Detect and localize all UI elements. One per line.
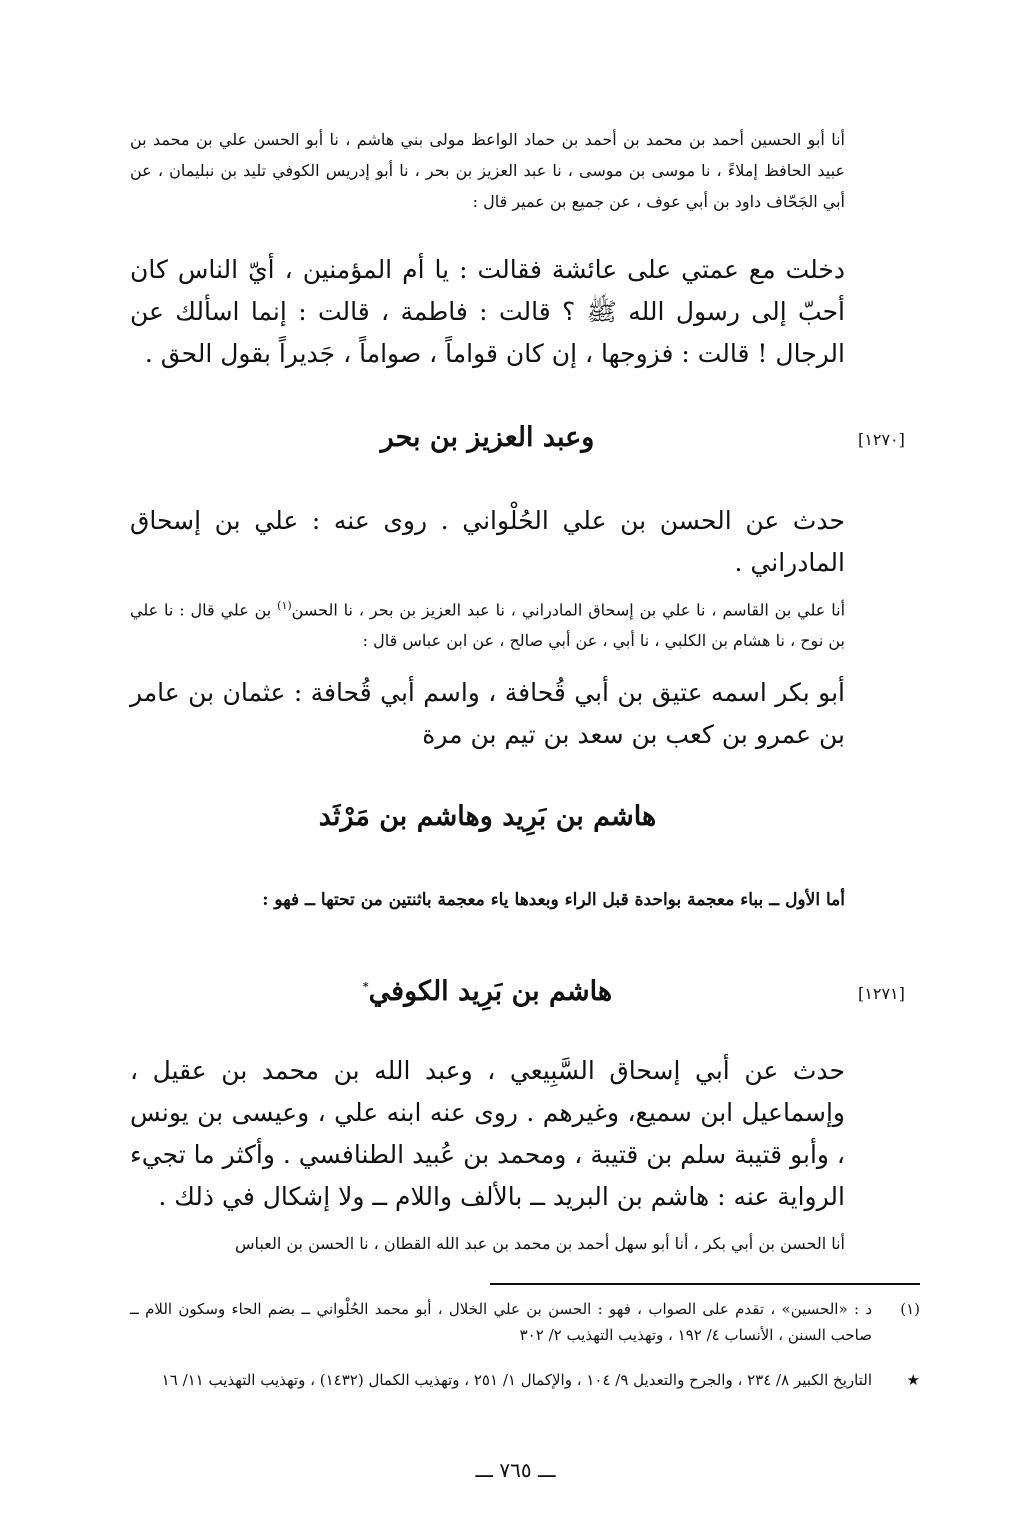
- intro-isnad: أنا أبو الحسين أحمد بن محمد بن أحمد بن حماد الواعظ مولى بني هاشم ، نا أبو الحسن علي بن محمد بن عبيد الحافظ إملاءً ، نا موسى بن موسى ، نا عبد العزيز بن بحر ، نا أبو إدريس الكوفي تليد بن نبليمان ، عن أبي الجَحّاف داود بن أبي عوف ، عن جميع بن عمير قال :: [130, 130, 845, 211]
- isnad-text-part-2: بن علي قال : نا علي بن نوح ، نا هشام بن الكلبي ، نا أبي ، عن أبي صالح ، عن ابن عباس قال :: [130, 600, 845, 651]
- footnote-text: التاريخ الكبير ٨/ ٢٣٤ ، والجرح والتعديل ٩/ ١٠٤ ، والإكمال ١/ ٢٥١ ، وتهذيب الكمال (١٤٣٢) ، وتهذيب التهذيب ١١/ ١٦: [161, 1371, 872, 1389]
- entry-title-1270: وعبد العزيز بن بحر: [380, 422, 595, 453]
- footnote-marker: (١): [900, 1300, 920, 1318]
- footnote-text: د : «الحسين» ، تقدم على الصواب ، فهو : الحسن بن علي الخلال ، أبو محمد الحُلْواني ــ بضم الحاء وسكون اللام ــ صاحب السنن ، الأنساب ٤/ ١٩٢ ، وتهذيب التهذيب ٢/ ٣٠٢: [130, 1300, 872, 1344]
- entry-quote-1270: أبو بكر اسمه عتيق بن أبي قُحافة ، واسم أبي قُحافة : عثمان بن عامر بن عمرو بن كعب بن سعد بن تيم بن مرة: [130, 678, 845, 749]
- entry-title-1271: [130, 967, 845, 1012]
- source-marker: *: [362, 980, 369, 993]
- entry-isnad-1270: [130, 590, 845, 656]
- section-note: أما الأول ــ بباء معجمة بواحدة قبل الراء وبعدها ياء معجمة باثنتين من تحتها ــ فهو :: [262, 890, 845, 910]
- footnote-source: [130, 1367, 920, 1393]
- footnote-1: [130, 1296, 920, 1348]
- entry-number-1271: [١٢٧١]: [858, 984, 905, 1003]
- entry-isnad-1271: أنا الحسن بن أبي بكر ، أنا أبو سهل أحمد بن محمد بن عبد الله القطان ، نا الحسن بن العباس: [234, 1234, 845, 1253]
- entry-title-text: هاشم بن بَرِيد الكوفي: [368, 976, 613, 1007]
- entry-body-1271: حدث عن أبي إسحاق السَّبِيعي ، وعبد الله بن محمد بن عقيل ، وإسماعيل ابن سميع، وغيرهم . روى عنه ابنه علي ، وعيسى بن يونس ، وأبو قتيبة سلم بن قتيبة ، ومحمد بن عُبيد الطنافسي . وأكثر ما تجيء الرواية عنه : هاشم بن البريد ــ بالألف واللام ــ ولا إشكال في ذلك .: [130, 1056, 845, 1211]
- star-icon: ★: [906, 1371, 920, 1389]
- entry-body-1270: حدث عن الحسن بن علي الحُلْواني . روى عنه : علي بن إسحاق المادراني .: [130, 506, 845, 577]
- entry-number-1270: [١٢٧٠]: [858, 430, 905, 449]
- isnad-text-part-1: أنا علي بن القاسم ، نا علي بن إسحاق المادراني ، نا عبد العزيز بن بحر ، نا الحسن: [291, 600, 846, 620]
- footnote-separator: [490, 1283, 920, 1285]
- intro-hadith-text: دخلت مع عمتي على عائشة فقالت : يا أم المؤمنين ، أيّ الناس كان أحبّ إلى رسول الله ﷺ ؟ قالت : فاطمة ، قالت : إنما اسألك عن الرجال ! قالت : فزوجها ، إن كان قواماً ، صواماً ، جَديراً بقول الحق .: [130, 255, 845, 368]
- page-number: ـــ ٧٦٥ ـــ: [475, 1458, 556, 1482]
- section-title: هاشم بن بَرِيد وهاشم بن مَرْثَد: [318, 801, 657, 832]
- footnote-ref: (١): [277, 599, 292, 612]
